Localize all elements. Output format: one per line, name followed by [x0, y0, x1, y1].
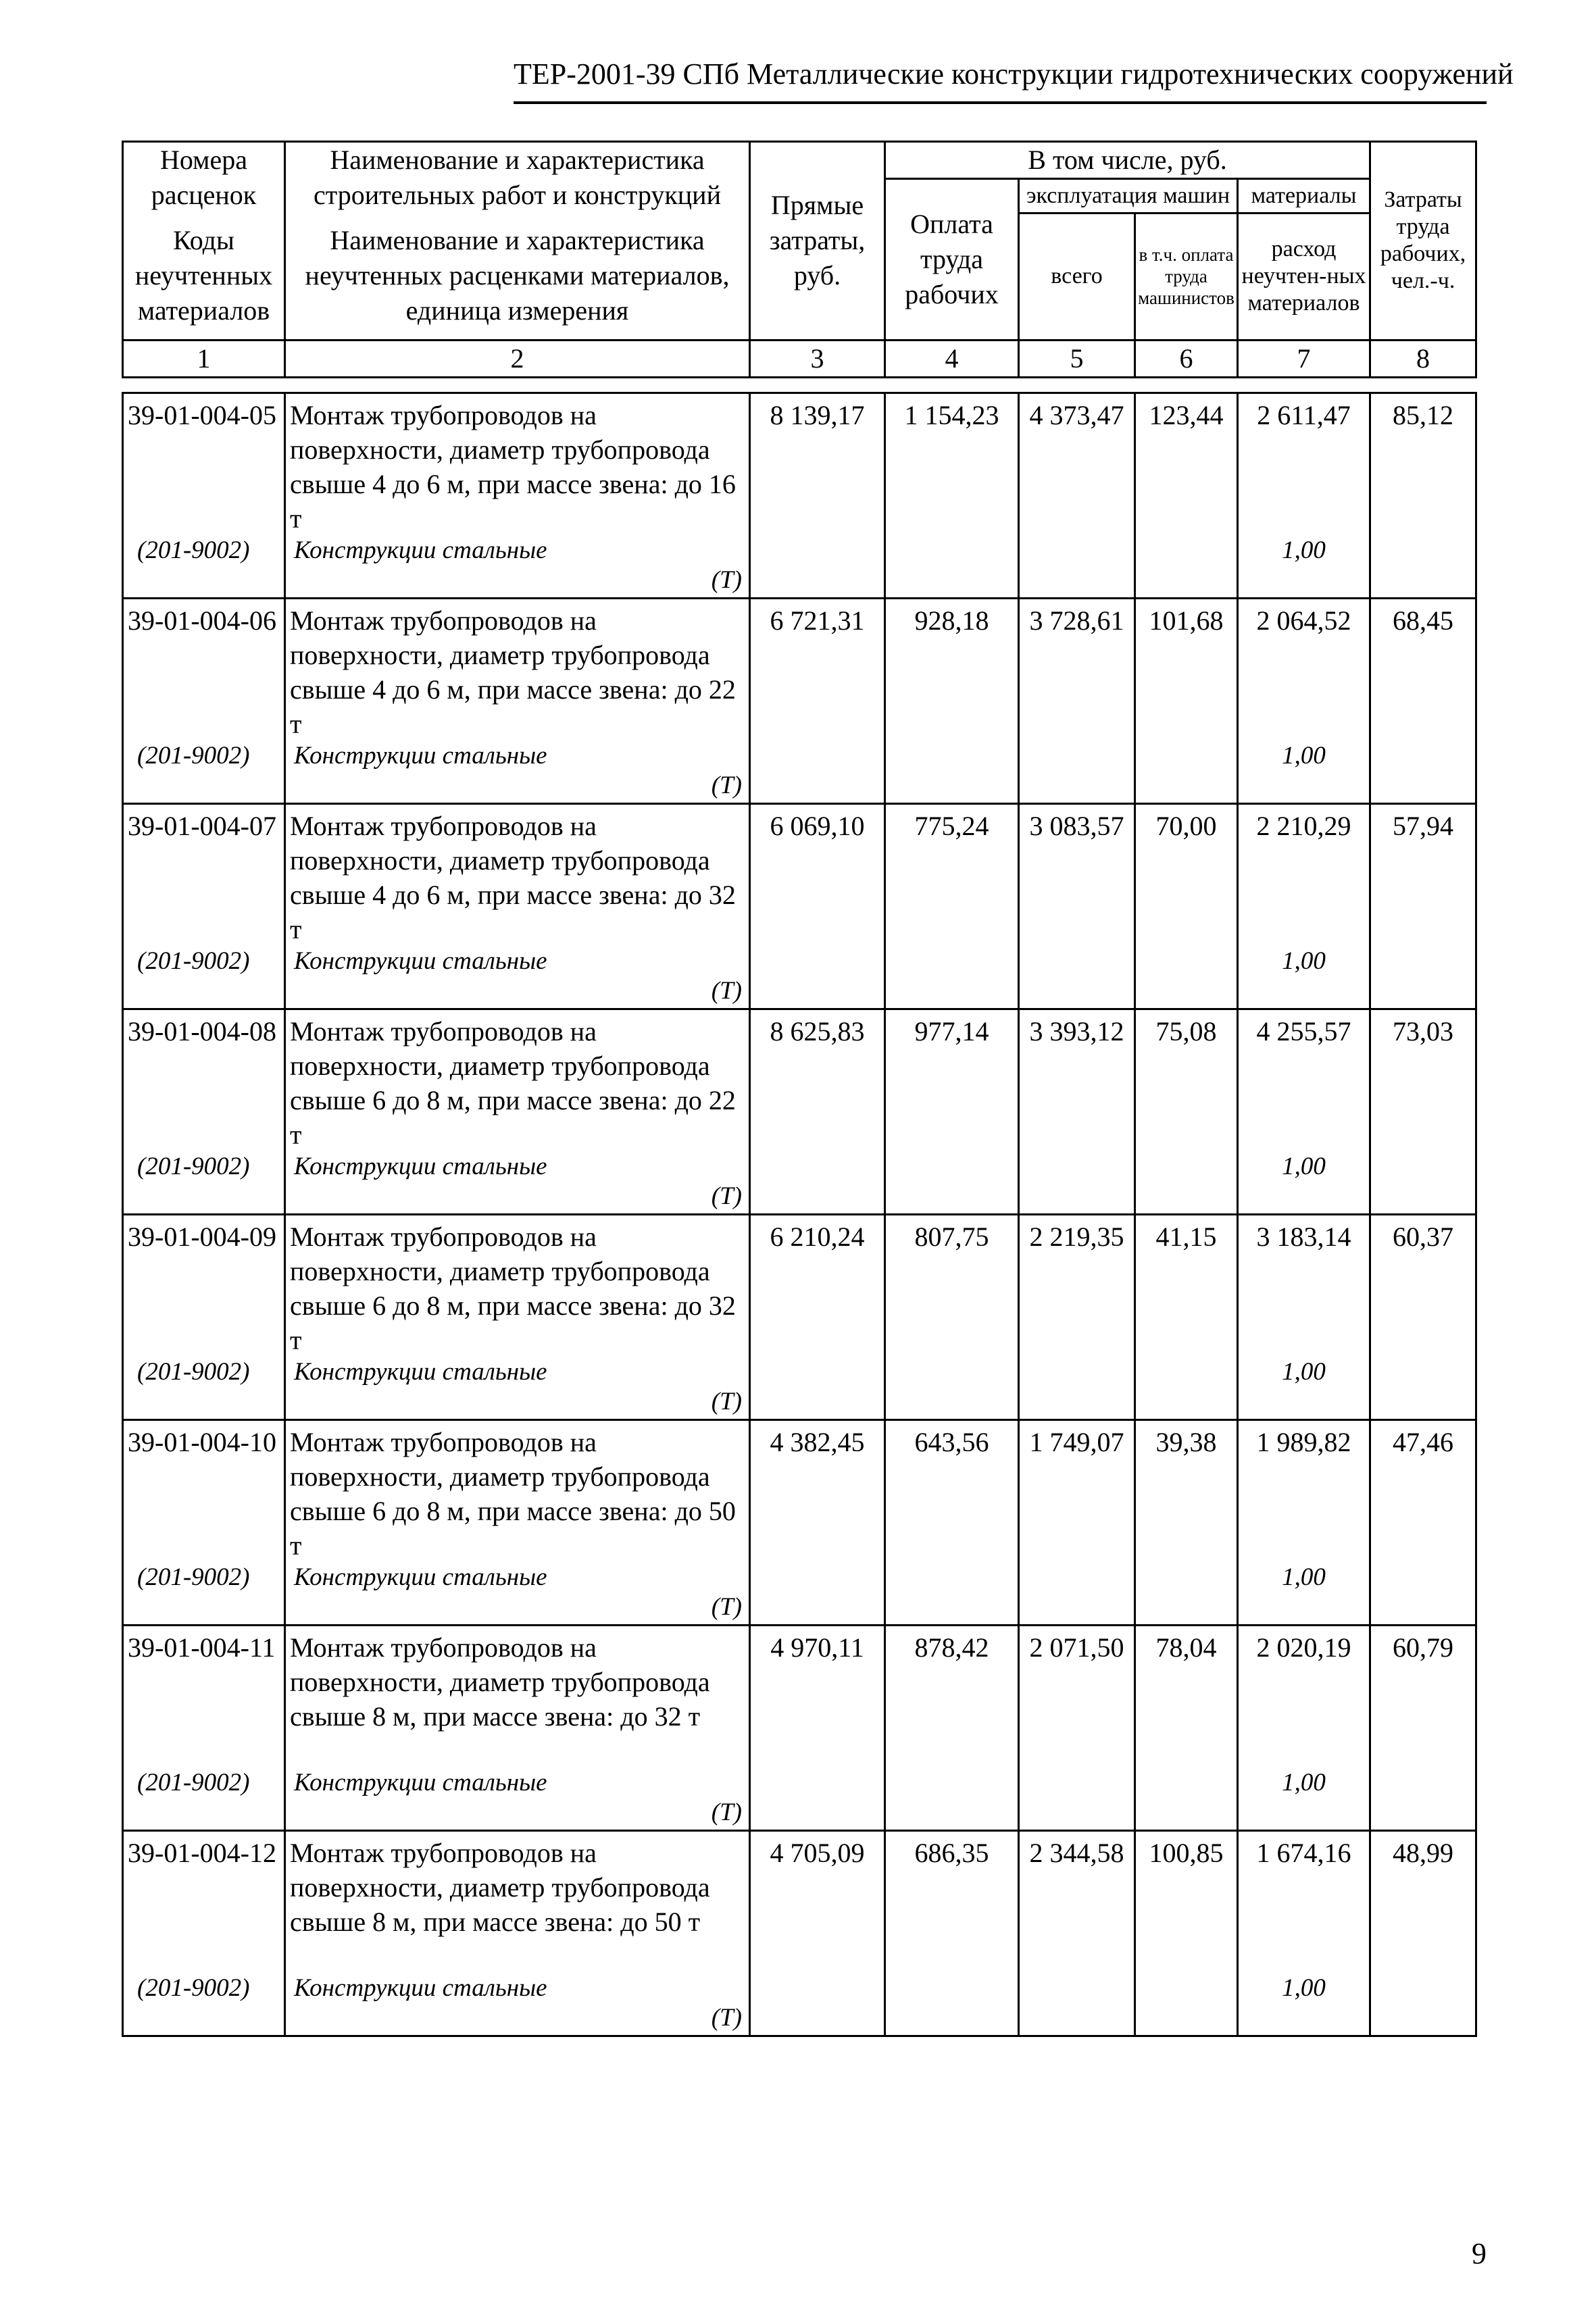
machines-total: 2 219,35	[1019, 1215, 1135, 1420]
header-work-name: Наименование и характеристика строительных работ и конструкций	[285, 142, 750, 213]
material-name: Конструкции стальные	[294, 1769, 547, 1796]
table-row	[123, 393, 1476, 599]
material-rate: 1,00	[1282, 742, 1326, 770]
table-row	[123, 1626, 1476, 1831]
material-code: (201-9002)	[137, 947, 250, 975]
material-name: Конструкции стальные	[294, 1153, 547, 1180]
machines-total: 2 344,58	[1019, 1831, 1135, 2036]
header-machines-group: эксплуатация машин	[1019, 179, 1238, 213]
direct-costs: 8 139,17	[750, 393, 885, 599]
table-row	[123, 599, 1476, 804]
rate-code-cell	[123, 1215, 285, 1420]
material-rate: 1,00	[1282, 1974, 1326, 2002]
labor-hours: 73,03	[1370, 1009, 1476, 1215]
machinists-pay: 70,00	[1135, 804, 1238, 1009]
work-name: Монтаж трубопроводов на поверхности, диаметр трубопровода свыше 6 до 8 м, при массе звена: до 22 т	[290, 1016, 736, 1150]
material-code: (201-9002)	[137, 1974, 250, 2002]
material-name: Конструкции стальные	[294, 947, 547, 975]
work-name: Монтаж трубопроводов на поверхности, диаметр трубопровода свыше 4 до 6 м, при массе звена: до 16 т	[290, 400, 736, 534]
machines-total: 3 393,12	[1019, 1009, 1135, 1215]
materials-cost: 2 020,19	[1256, 1632, 1351, 1663]
material-name: Конструкции стальные	[294, 1974, 547, 2002]
material-unit: (Т)	[711, 2004, 742, 2032]
labor-hours: 85,12	[1370, 393, 1476, 599]
materials-cost: 2 611,47	[1257, 400, 1351, 430]
table-row	[123, 1009, 1476, 1215]
material-code: (201-9002)	[137, 1769, 250, 1796]
rate-code-cell	[123, 804, 285, 1009]
material-code: (201-9002)	[137, 1153, 250, 1180]
labor-pay: 643,56	[885, 1420, 1019, 1626]
machines-total: 2 071,50	[1019, 1626, 1135, 1831]
page-number: 9	[1472, 2237, 1487, 2270]
header-labor-hours: Затраты труда рабочих, чел.-ч.	[1370, 142, 1476, 341]
machinists-pay: 75,08	[1135, 1009, 1238, 1215]
labor-pay: 878,42	[885, 1626, 1019, 1831]
rate-code-cell	[123, 393, 285, 599]
material-name: Конструкции стальные	[294, 536, 547, 564]
title-rule	[514, 101, 1487, 104]
column-number: 1	[123, 340, 285, 377]
rate-code: 39-01-004-12	[128, 1838, 276, 1868]
direct-costs: 6 721,31	[750, 599, 885, 804]
column-number: 5	[1019, 340, 1135, 377]
work-name-cell	[285, 1420, 750, 1626]
material-unit: (Т)	[711, 977, 742, 1005]
material-name: Конструкции стальные	[294, 1358, 547, 1386]
material-rate: 1,00	[1282, 1153, 1326, 1180]
labor-hours: 48,99	[1370, 1831, 1476, 2036]
header-labor-pay: Оплата труда рабочих	[885, 179, 1019, 341]
table-row	[123, 1215, 1476, 1420]
material-unit: (Т)	[711, 566, 742, 594]
material-name: Конструкции стальные	[294, 1563, 547, 1591]
materials-cell	[1238, 599, 1370, 804]
labor-hours: 57,94	[1370, 804, 1476, 1009]
materials-cell	[1238, 1420, 1370, 1626]
materials-cost: 2 210,29	[1256, 811, 1351, 841]
labor-pay: 977,14	[885, 1009, 1019, 1215]
machinists-pay: 100,85	[1135, 1831, 1238, 2036]
header-materials-group: материалы	[1238, 179, 1370, 213]
machines-total: 1 749,07	[1019, 1420, 1135, 1626]
column-number: 4	[885, 340, 1019, 377]
document-title: ТЕР-2001-39 СПб Металлические конструкции гидротехнических сооружений	[514, 57, 1514, 91]
header-material-names: Наименование и характеристика неучтенных расценками материалов, единица измерения	[285, 213, 750, 340]
labor-pay: 775,24	[885, 804, 1019, 1009]
material-unit: (Т)	[711, 772, 742, 799]
rate-code-cell	[123, 599, 285, 804]
material-unit: (Т)	[711, 1388, 742, 1415]
machinists-pay: 78,04	[1135, 1626, 1238, 1831]
work-name-cell	[285, 1215, 750, 1420]
direct-costs: 8 625,83	[750, 1009, 885, 1215]
material-code: (201-9002)	[137, 1358, 250, 1386]
labor-pay: 807,75	[885, 1215, 1019, 1420]
material-unit: (Т)	[711, 1182, 742, 1210]
work-name: Монтаж трубопроводов на поверхности, диаметр трубопровода свыше 4 до 6 м, при массе звена: до 32 т	[290, 811, 736, 945]
header-material-codes: Коды неучтенных материалов	[123, 213, 285, 340]
machinists-pay: 123,44	[1135, 393, 1238, 599]
rates-table	[122, 392, 1477, 2037]
rate-code: 39-01-004-10	[128, 1427, 276, 1457]
rate-code-cell	[123, 1626, 285, 1831]
material-rate: 1,00	[1282, 1769, 1326, 1796]
material-code: (201-9002)	[137, 536, 250, 564]
rate-code: 39-01-004-09	[128, 1222, 276, 1252]
materials-cell	[1238, 393, 1370, 599]
rate-code-cell	[123, 1831, 285, 2036]
column-number: 2	[285, 340, 750, 377]
header-machines-total: всего	[1019, 213, 1135, 340]
table-row	[123, 1420, 1476, 1626]
rate-code-cell	[123, 1009, 285, 1215]
machines-total: 4 373,47	[1019, 393, 1135, 599]
column-number: 7	[1238, 340, 1370, 377]
material-name: Конструкции стальные	[294, 742, 547, 770]
machinists-pay: 39,38	[1135, 1420, 1238, 1626]
work-name-cell	[285, 804, 750, 1009]
table-header	[122, 141, 1477, 378]
materials-cell	[1238, 1626, 1370, 1831]
material-unit: (Т)	[711, 1799, 742, 1826]
materials-cost: 2 064,52	[1256, 605, 1351, 636]
material-code: (201-9002)	[137, 742, 250, 770]
labor-pay: 928,18	[885, 599, 1019, 804]
rate-code: 39-01-004-05	[128, 400, 276, 430]
materials-cell	[1238, 1215, 1370, 1420]
rate-code: 39-01-004-07	[128, 811, 276, 841]
column-number: 3	[750, 340, 885, 377]
materials-cell	[1238, 804, 1370, 1009]
labor-hours: 60,79	[1370, 1626, 1476, 1831]
labor-hours: 68,45	[1370, 599, 1476, 804]
direct-costs: 4 970,11	[750, 1626, 885, 1831]
material-rate: 1,00	[1282, 536, 1326, 564]
materials-cell	[1238, 1831, 1370, 2036]
rate-code-cell	[123, 1420, 285, 1626]
header-including: В том числе, руб.	[885, 142, 1370, 179]
column-number: 8	[1370, 340, 1476, 377]
work-name-cell	[285, 1831, 750, 2036]
material-rate: 1,00	[1282, 1358, 1326, 1386]
work-name: Монтаж трубопроводов на поверхности, диаметр трубопровода свыше 6 до 8 м, при массе звена: до 32 т	[290, 1222, 736, 1355]
work-name-cell	[285, 1626, 750, 1831]
material-unit: (Т)	[711, 1593, 742, 1621]
labor-pay: 686,35	[885, 1831, 1019, 2036]
direct-costs: 4 705,09	[750, 1831, 885, 2036]
direct-costs: 6 210,24	[750, 1215, 885, 1420]
materials-cell	[1238, 1009, 1370, 1215]
materials-cost: 1 989,82	[1256, 1427, 1351, 1457]
materials-cost: 1 674,16	[1256, 1838, 1351, 1868]
column-numbers-row	[123, 340, 1476, 377]
labor-hours: 47,46	[1370, 1420, 1476, 1626]
work-name-cell	[285, 1009, 750, 1215]
labor-hours: 60,37	[1370, 1215, 1476, 1420]
table-row	[123, 804, 1476, 1009]
machinists-pay: 41,15	[1135, 1215, 1238, 1420]
direct-costs: 6 069,10	[750, 804, 885, 1009]
materials-cost: 4 255,57	[1256, 1016, 1351, 1047]
material-rate: 1,00	[1282, 947, 1326, 975]
header-direct-costs: Прямые затраты, руб.	[750, 142, 885, 341]
table-row	[123, 1831, 1476, 2036]
column-number: 6	[1135, 340, 1238, 377]
machinists-pay: 101,68	[1135, 599, 1238, 804]
header-machinists-pay: в т.ч. оплата труда машинистов	[1135, 213, 1238, 340]
machines-total: 3 728,61	[1019, 599, 1135, 804]
labor-pay: 1 154,23	[885, 393, 1019, 599]
work-name: Монтаж трубопроводов на поверхности, диаметр трубопровода свыше 6 до 8 м, при массе звена: до 50 т	[290, 1427, 736, 1561]
header-unaccounted-materials: расход неучтен-ных материалов	[1238, 213, 1370, 340]
rate-code: 39-01-004-11	[128, 1632, 276, 1663]
machines-total: 3 083,57	[1019, 804, 1135, 1009]
direct-costs: 4 382,45	[750, 1420, 885, 1626]
header-rate-numbers: Номера расценок	[123, 142, 285, 213]
work-name-cell	[285, 393, 750, 599]
work-name: Монтаж трубопроводов на поверхности, диаметр трубопровода свыше 8 м, при массе звена: до 32 т	[290, 1632, 710, 1732]
material-code: (201-9002)	[137, 1563, 250, 1591]
rate-code: 39-01-004-08	[128, 1016, 276, 1047]
work-name: Монтаж трубопроводов на поверхности, диаметр трубопровода свыше 4 до 6 м, при массе звена: до 22 т	[290, 605, 736, 739]
materials-cost: 3 183,14	[1256, 1222, 1351, 1252]
work-name: Монтаж трубопроводов на поверхности, диаметр трубопровода свыше 8 м, при массе звена: до 50 т	[290, 1838, 710, 1937]
work-name-cell	[285, 599, 750, 804]
material-rate: 1,00	[1282, 1563, 1326, 1591]
rate-code: 39-01-004-06	[128, 605, 276, 636]
